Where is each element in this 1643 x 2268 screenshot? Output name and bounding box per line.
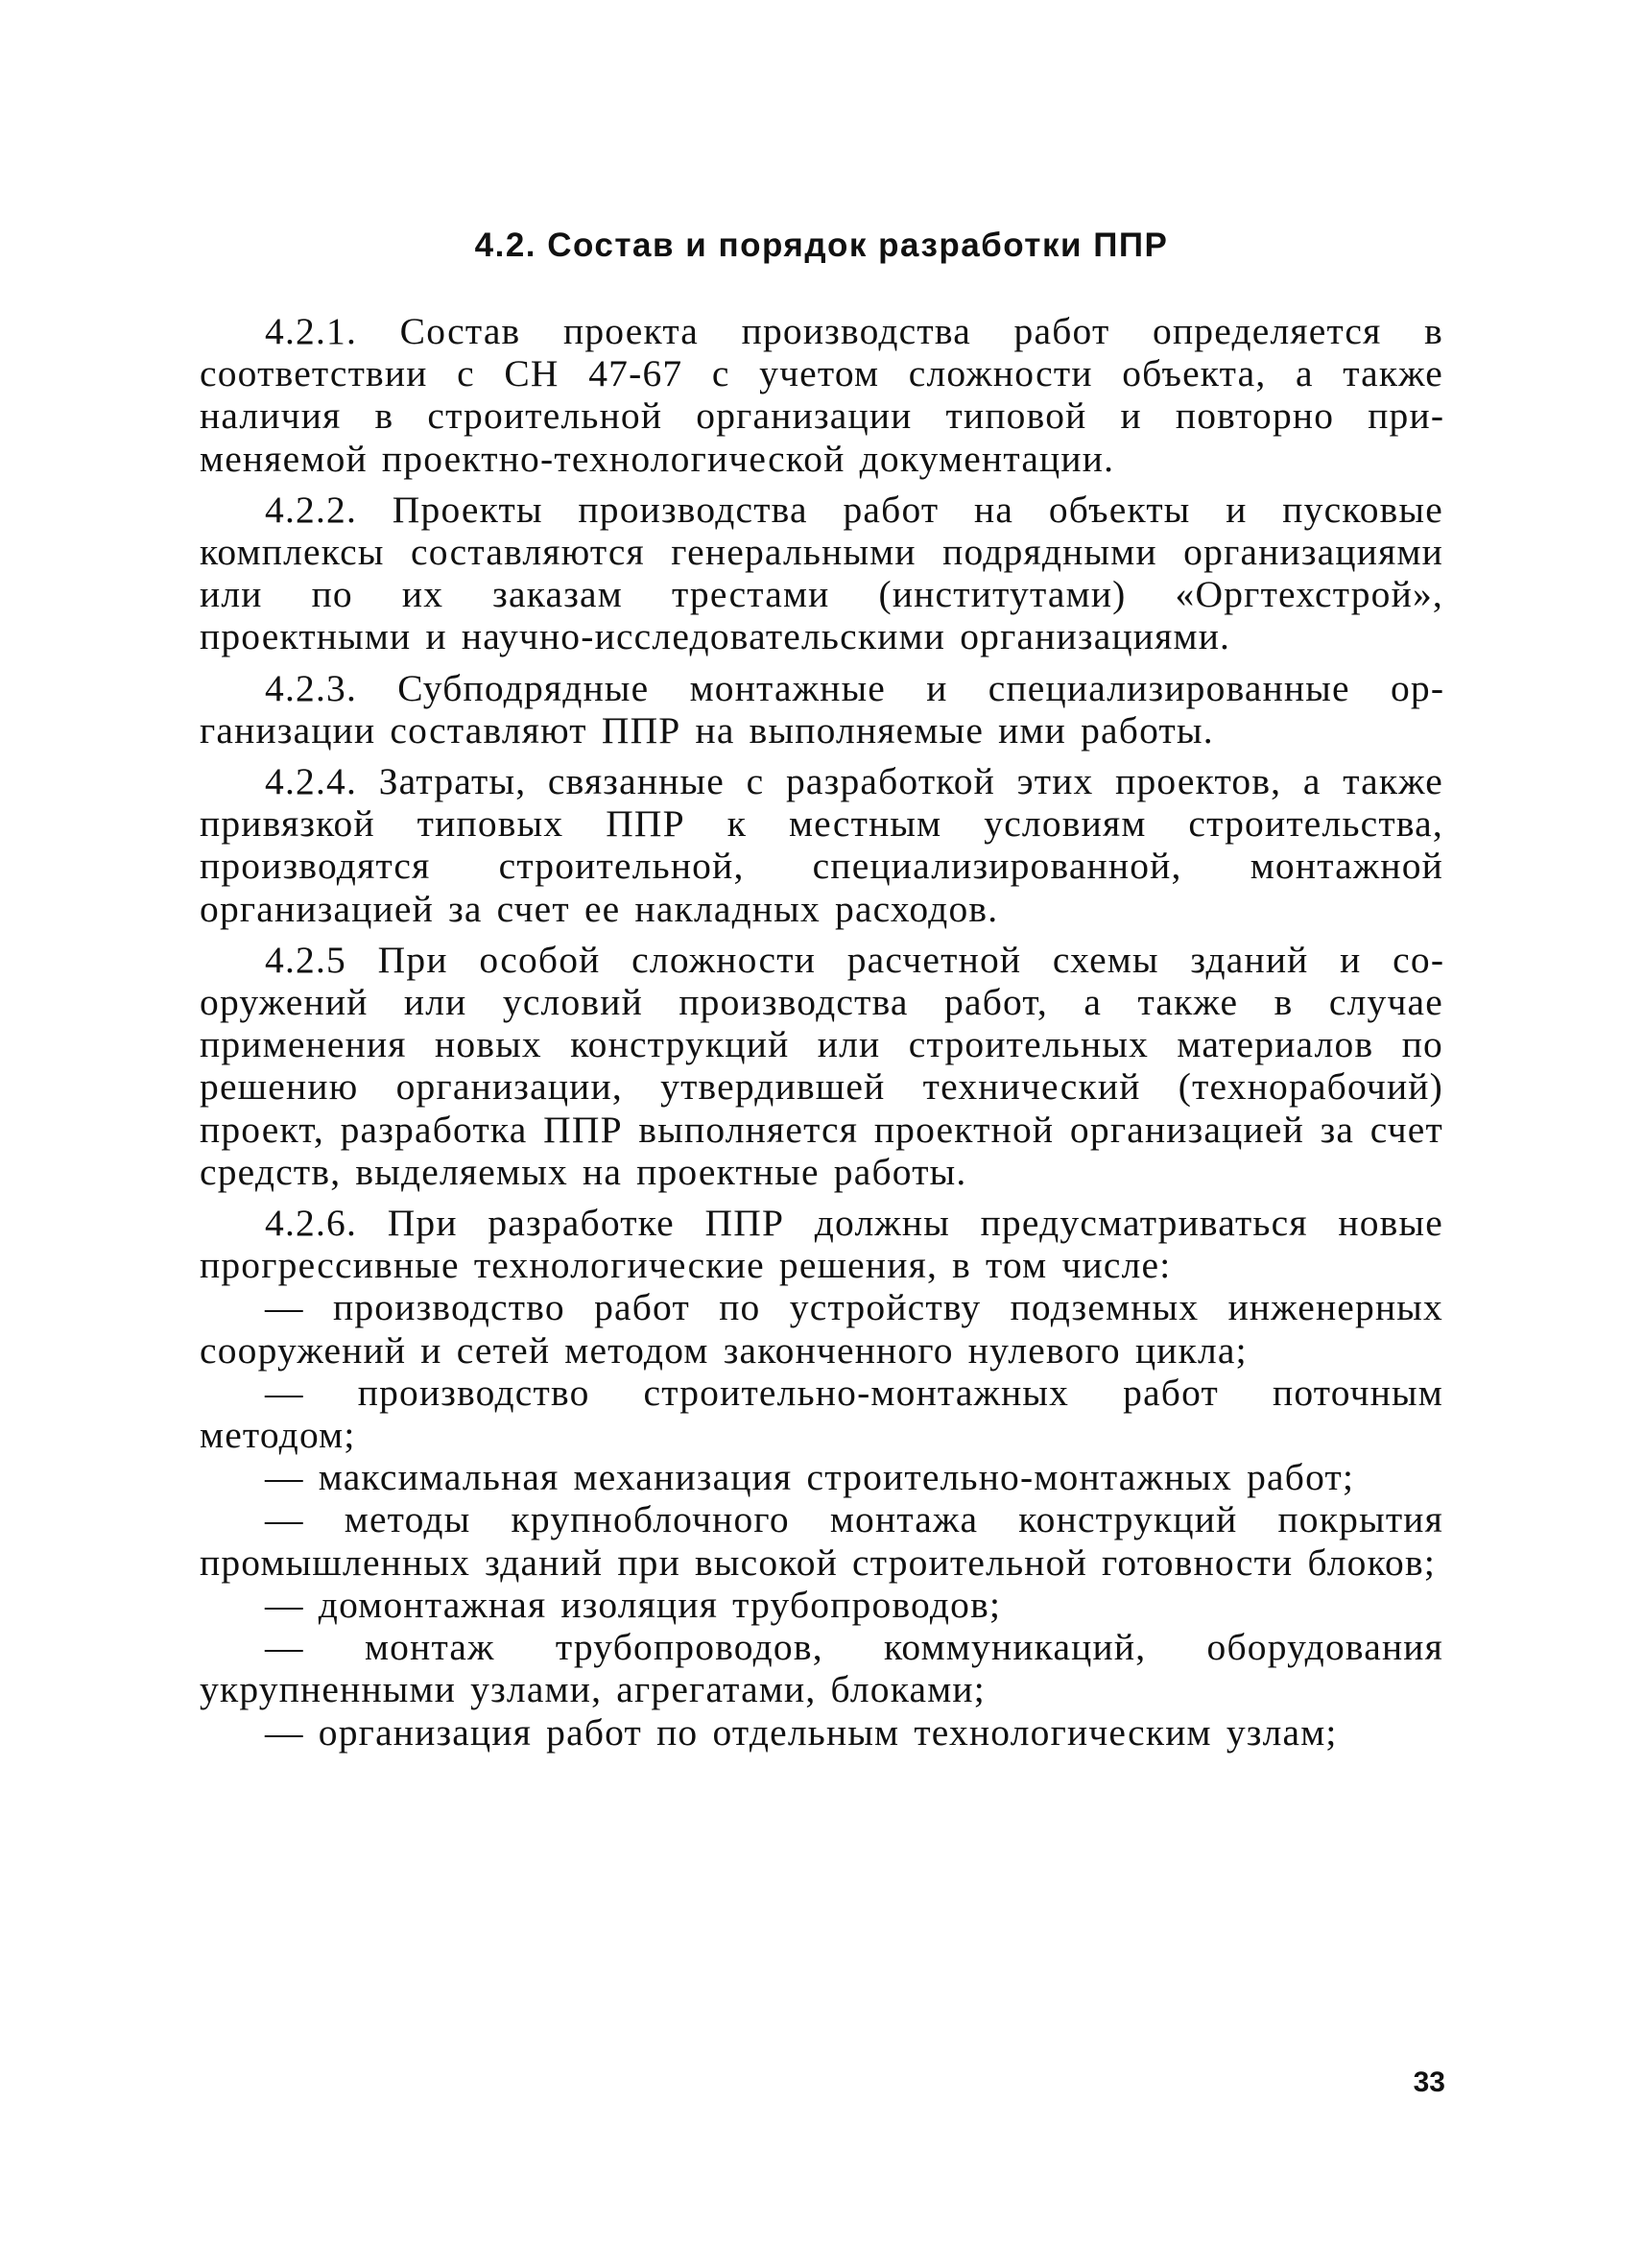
- section-body: [200, 310, 1443, 1754]
- list-item: — максимальная механизация строительно-монтажных работ;: [265, 1456, 1355, 1499]
- list-item: — монтаж трубопроводов, коммуникаций, оборудования укрупненными узлами, агрегатами, блоками;: [200, 1626, 1443, 1711]
- paragraph-4-2-5: 4.2.5 При особой сложности расчетной схемы зданий и сооружений или условий производства работ, а также в случае применения новых конструкций или строительных материалов по решению организации, утвердившей технический (технорабочий) проект, разработка ППР выполняется проектной организацией за счет средств, выделяемых на проектные работы.: [200, 938, 1443, 1193]
- paragraph-4-2-3: 4.2.3. Субподрядные монтажные и специализированные организации составляют ППР на выполняемые ими работы.: [200, 666, 1443, 752]
- list-item: — производство работ по устройству подземных инженерных сооружений и сетей методом законченного нулевого цикла;: [200, 1286, 1443, 1372]
- paragraph-4-2-2: 4.2.2. Проекты производства работ на объекты и пусковые комплексы составляются генеральными подрядными организациями или по их заказам трестами (институтами) «Оргтехстрой», проектными и научно-исследовательскими организациями.: [200, 488, 1443, 658]
- paragraph-4-2-6: 4.2.6. При разработке ППР должны предусматриваться новые прогрессивные технологические решения, в том числе:: [200, 1202, 1443, 1287]
- list-item: — производство строительно-монтажных работ поточным методом;: [200, 1371, 1443, 1457]
- list-item: — домонтажная изоляция трубопроводов;: [265, 1583, 1002, 1626]
- paragraph-4-2-1: 4.2.1. Состав проекта производства работ определяется в соответствии с СН 47-67 с учетом сложности объекта, а также наличия в строительной организации типовой и повторно применяемой проектно-технологической документации.: [200, 310, 1443, 480]
- page-number: 33: [1413, 2066, 1445, 2098]
- paragraph-4-2-4: 4.2.4. Затраты, связанные с разработкой этих проектов, а также привязкой типовых ППР к местным условиям строительства, производятся строительной, специализированной, монтажной организацией за счет ее накладных расходов.: [200, 760, 1443, 930]
- section-heading: 4.2. Состав и порядок разработки ППР: [474, 227, 1169, 264]
- list-item: — методы крупноблочного монтажа конструкций покрытия промышленных зданий при высокой строительной готовности блоков;: [200, 1498, 1443, 1584]
- list-item: — организация работ по отдельным технологическим узлам;: [265, 1710, 1338, 1754]
